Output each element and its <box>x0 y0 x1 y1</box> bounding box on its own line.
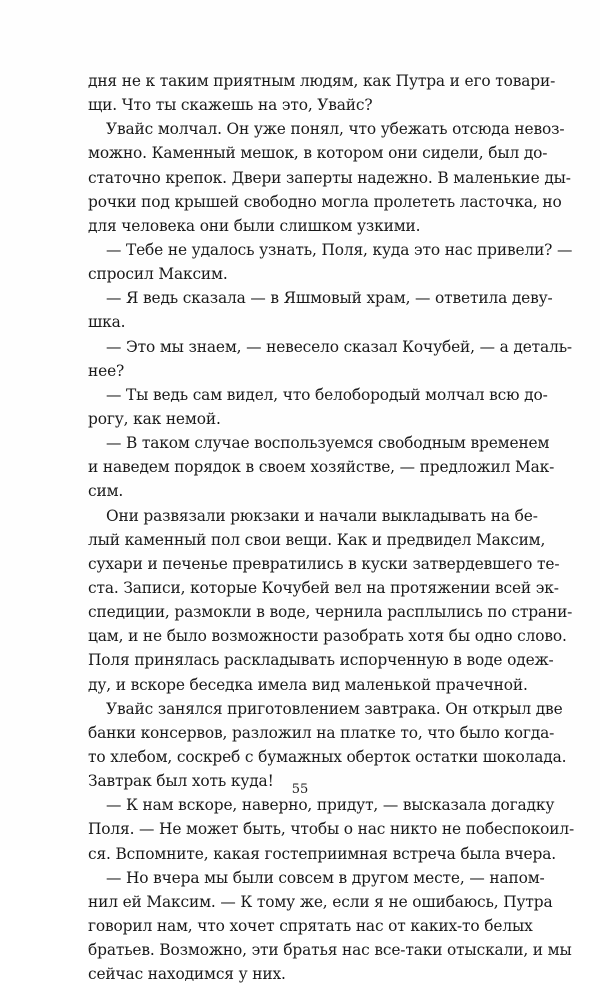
text-line: ся. Вспомните, какая гостеприимная встреча была вчера. <box>88 844 556 863</box>
text-line: братьев. Возможно, эти братья нас все-таки отыскали, и мы <box>88 941 572 960</box>
text-line: и наведем порядок в своем хозяйстве, — предложил Мак- <box>88 458 555 477</box>
text-line: нил ей Максим. — К тому же, если я не ошибаюсь, Путра <box>88 892 553 911</box>
text-line: цам, и не было возможности разобрать хотя бы одно слово. <box>88 627 567 646</box>
text-line: рочки под крышей свободно могла пролететь ласточка, но <box>88 192 562 211</box>
text-line: банки консервов, разложил на платке то, что было когда- <box>88 723 555 742</box>
text-line: Завтрак был хоть куда! <box>88 772 274 791</box>
text-line: — Ты ведь сам видел, что белобородый молчал всю до- <box>106 385 548 404</box>
text-line: Они развязали рюкзаки и начали выкладывать на бе- <box>106 506 538 525</box>
text-line: — Но вчера мы были совсем в другом месте, — напом- <box>106 868 545 887</box>
text-line: нее? <box>88 361 125 380</box>
text-line: статочно крепок. Двери заперты надежно. В маленькие ды- <box>88 168 571 187</box>
text-line: — Тебе не удалось узнать, Поля, куда это нас привели? — <box>106 240 573 259</box>
text-line: сим. <box>88 482 124 501</box>
text-line: спедиции, размокли в воде, чернила расплылись по страни- <box>88 603 573 622</box>
text-line: ду, и вскоре беседка имела вид маленькой прачечной. <box>88 675 528 694</box>
text-line: Увайс молчал. Он уже понял, что убежать отсюда невоз- <box>106 120 565 139</box>
text-line: сухари и печенье превратились в куски затвердевшего те- <box>88 554 560 573</box>
body-text <box>88 69 575 986</box>
text-line: Поля принялась раскладывать испорченную в воде одеж- <box>88 651 554 670</box>
text-line: можно. Каменный мешок, в котором они сидели, был до- <box>88 144 548 163</box>
text-line: — Я ведь сказала — в Яшмовый храм, — ответила деву- <box>106 289 553 308</box>
text-line: то хлебом, соскреб с бумажных оберток остатки шоколада. <box>88 747 567 766</box>
text-line: Увайс занялся приготовлением завтрака. Он открыл две <box>106 699 563 718</box>
text-line: Поля. — Не может быть, чтобы о нас никто не побеспокоил- <box>88 820 575 839</box>
text-line: — К нам вскоре, наверно, придут, — высказала догадку <box>106 796 555 815</box>
text-line: шка. <box>88 313 126 332</box>
text-line: рогу, как немой. <box>88 409 221 428</box>
text-line: говорил нам, что хочет спрятать нас от каких-то белых <box>88 916 533 935</box>
text-line: спросил Максим. <box>88 265 228 284</box>
page-number: 55 <box>291 782 309 797</box>
text-line: лый каменный пол свои вещи. Как и предвидел Максим, <box>88 530 546 549</box>
text-line: щи. Что ты скажешь на это, Увайс? <box>88 96 373 115</box>
text-line: дня не к таким приятным людям, как Путра и его товари- <box>88 72 556 90</box>
text-line: ста. Записи, которые Кочубей вел на протяжении всей эк- <box>88 578 559 597</box>
text-line: сейчас находимся у них. <box>88 965 286 984</box>
text-line: для человека они были слишком узкими. <box>88 216 421 235</box>
text-line: — Это мы знаем, — невесело сказал Кочубей, — а деталь- <box>106 337 572 356</box>
text-line: — В таком случае воспользуемся свободным временем <box>106 434 550 453</box>
